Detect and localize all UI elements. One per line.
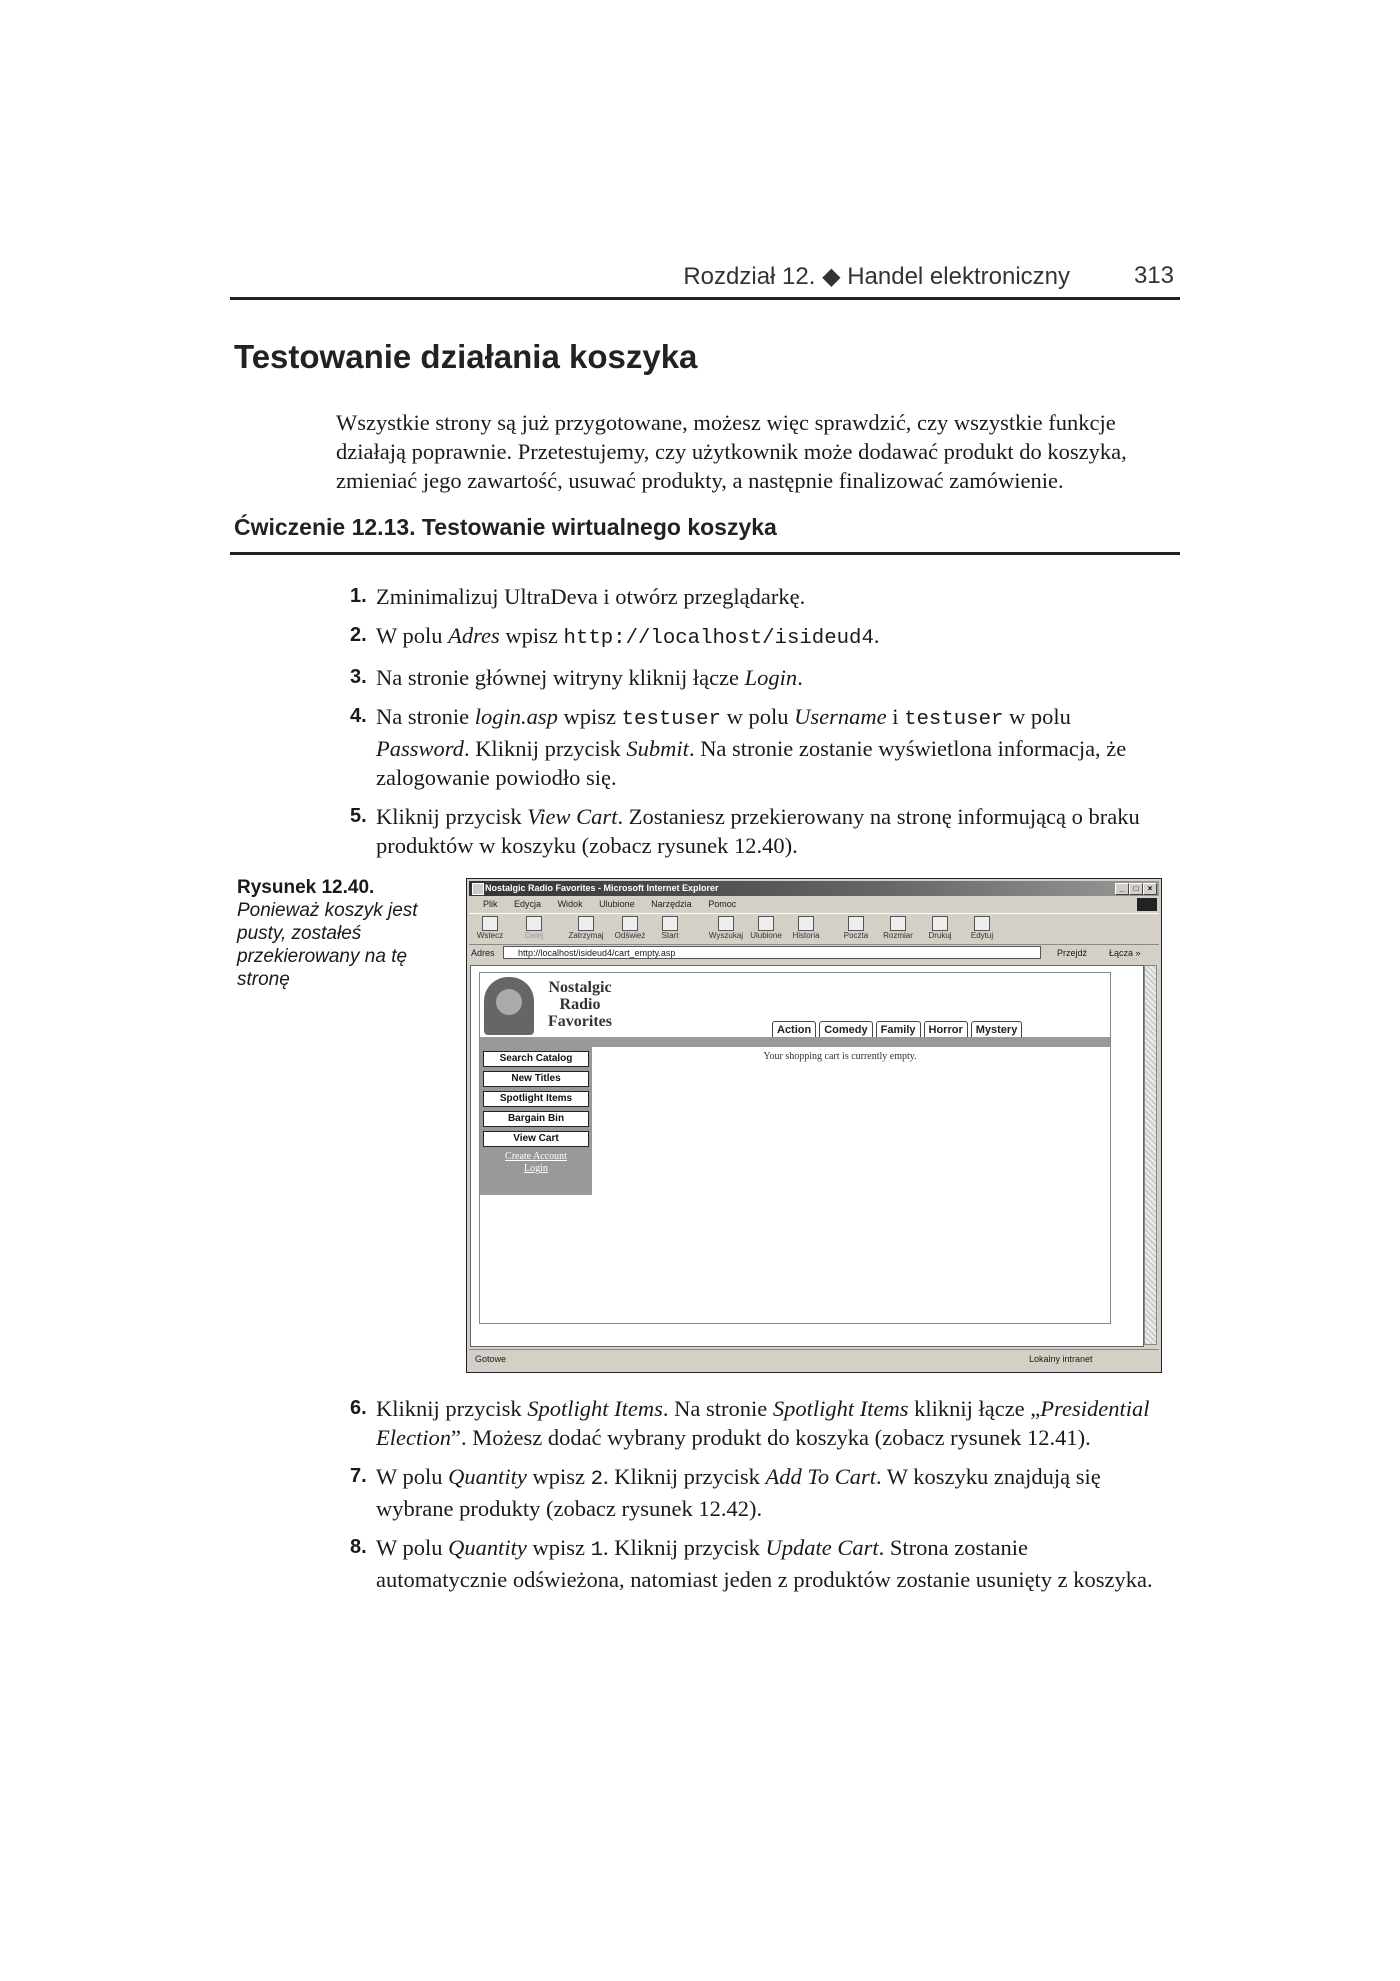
browser-titlebar — [469, 881, 1159, 896]
menu-edit[interactable]: Edycja — [514, 899, 542, 909]
edit-button[interactable]: Edytuj — [961, 916, 1003, 942]
history-icon — [798, 916, 814, 931]
tab-family[interactable]: Family — [876, 1021, 921, 1038]
address-input[interactable]: http://localhost/isideud4/cart_empty.asp — [503, 946, 1041, 959]
go-button[interactable]: Przejdź — [1057, 948, 1088, 958]
steps-list-continued — [350, 1394, 1160, 1604]
step-item: 3. Na stronie głównej witryny kliknij łącze Login. — [350, 665, 803, 690]
windows-logo-icon — [1137, 898, 1157, 911]
mail-icon — [848, 916, 864, 931]
running-header-title: Rozdział 12. ◆ Handel elektroniczny — [683, 263, 1070, 290]
size-icon — [890, 916, 906, 931]
exercise-title: Ćwiczenie 12.13. Testowanie wirtualnego koszyka — [234, 514, 777, 540]
close-icon[interactable]: × — [1143, 883, 1157, 895]
address-bar — [469, 945, 1159, 963]
exercise-rule — [230, 552, 1180, 555]
edit-icon — [974, 916, 990, 931]
menu-view[interactable]: Widok — [557, 899, 583, 909]
section-title: Testowanie działania koszyka — [234, 338, 698, 375]
step-item: 1. Zminimalizuj UltraDeva i otwórz przeglądarkę. — [350, 584, 806, 609]
site-header-band — [480, 1037, 1110, 1047]
view-cart-button[interactable]: View Cart — [483, 1131, 589, 1147]
home-icon — [662, 916, 678, 931]
size-button[interactable]: Rozmiar — [877, 916, 919, 942]
empty-cart-message: Your shopping cart is currently empty. — [763, 1051, 917, 1062]
tab-mystery[interactable]: Mystery — [971, 1021, 1023, 1038]
running-header — [230, 262, 1180, 298]
site-sidebar — [480, 1047, 592, 1195]
refresh-button[interactable]: Odśwież — [609, 916, 651, 942]
page-number: 313 — [1133, 262, 1174, 289]
steps-list — [350, 582, 1160, 870]
favorites-icon — [758, 916, 774, 931]
status-bar — [469, 1349, 1159, 1368]
minimize-icon[interactable]: _ — [1115, 883, 1129, 895]
refresh-icon — [622, 916, 638, 931]
menu-help[interactable]: Pomoc — [708, 899, 737, 909]
forward-icon — [526, 916, 542, 931]
back-button[interactable]: Wstecz — [469, 916, 511, 942]
bargain-bin-button[interactable]: Bargain Bin — [483, 1111, 589, 1127]
forward-button[interactable]: Dalej — [513, 916, 555, 942]
search-catalog-button[interactable]: Search Catalog — [483, 1051, 589, 1067]
radio-logo-icon — [484, 977, 534, 1035]
step-item: 6. Kliknij przycisk Spotlight Items. Na stronie Spotlight Items kliknij łącze „Presidential Election”. Możesz dodać wybrany produkt do koszyka (zobacz rysunek 12.41). — [350, 1396, 1150, 1450]
step-item: 4. Na stronie login.asp wpisz testuser w polu Username i testuser w polu Password. Kliknij przycisk Submit. Na stronie zostanie wyświetlona informacja, że zalogowanie powiodło się. — [350, 704, 1127, 790]
spotlight-items-button[interactable]: Spotlight Items — [483, 1091, 589, 1107]
intro-paragraph: Wszystkie strony są już przygotowane, możesz więc sprawdzić, czy wszystkie funkcje działają poprawnie. Przetestujemy, czy użytkownik może dodawać produkt do koszyka, zmieniać jego zawartość, usuwać produkty, a następnie finalizować zamówienie. — [336, 410, 1127, 493]
home-button[interactable]: Start — [649, 916, 691, 942]
status-text: Gotowe — [475, 1354, 507, 1364]
vertical-scrollbar[interactable] — [1144, 965, 1157, 1345]
tab-action[interactable]: Action — [772, 1021, 816, 1038]
history-button[interactable]: Historia — [785, 916, 827, 942]
figure-caption — [237, 876, 427, 991]
print-button[interactable]: Drukuj — [919, 916, 961, 942]
browser-toolbar — [469, 913, 1159, 945]
menu-favorites[interactable]: Ulubione — [599, 899, 635, 909]
browser-title: Nostalgic Radio Favorites - Microsoft Internet Explorer — [485, 883, 719, 893]
site-frame — [479, 972, 1111, 1324]
site-logo: Nostalgic Radio Favorites — [548, 979, 612, 1030]
step-item: 2. W polu Adres wpisz http://localhost/isideud4. — [350, 623, 880, 650]
stop-icon — [578, 916, 594, 931]
menu-file[interactable]: Plik — [483, 899, 498, 909]
back-icon — [482, 916, 498, 931]
login-link[interactable]: Login — [524, 1163, 548, 1174]
zone-text: Lokalny intranet — [1029, 1354, 1093, 1364]
browser-window — [466, 878, 1162, 1373]
new-titles-button[interactable]: New Titles — [483, 1071, 589, 1087]
browser-menubar — [469, 897, 1159, 912]
figure-caption-text: Ponieważ koszyk jest pusty, zostałeś przekierowany na tę stronę — [237, 900, 418, 990]
stop-button[interactable]: Zatrzymaj — [565, 916, 607, 942]
menu-tools[interactable]: Narzędzia — [651, 899, 692, 909]
figure-label: Rysunek 12.40. — [237, 877, 375, 898]
create-account-link[interactable]: Create Account — [505, 1151, 567, 1162]
mail-button[interactable]: Poczta — [835, 916, 877, 942]
search-icon — [718, 916, 734, 931]
search-button[interactable]: Wyszukaj — [705, 916, 747, 942]
favorites-button[interactable]: Ulubione — [745, 916, 787, 942]
step-item: 7. W polu Quantity wpisz 2. Kliknij przycisk Add To Cart. W koszyku znajdują się wybrane produkty (zobacz rysunek 12.42). — [350, 1464, 1101, 1521]
address-label: Adres — [471, 948, 495, 958]
tab-comedy[interactable]: Comedy — [819, 1021, 872, 1038]
ie-icon — [472, 883, 484, 895]
header-rule — [230, 297, 1180, 300]
page-viewport — [470, 965, 1144, 1347]
step-item: 8. W polu Quantity wpisz 1. Kliknij przycisk Update Cart. Strona zostanie automatycznie odświeżona, natomiast jeden z produktów zostanie usunięty z koszyka. — [350, 1535, 1153, 1592]
tab-horror[interactable]: Horror — [924, 1021, 968, 1038]
links-button[interactable]: Łącza » — [1109, 948, 1141, 958]
maximize-icon[interactable]: □ — [1129, 883, 1143, 895]
step-item: 5. Kliknij przycisk View Cart. Zostaniesz przekierowany na stronę informującą o braku produktów w koszyku (zobacz rysunek 12.40). — [350, 804, 1140, 858]
print-icon — [932, 916, 948, 931]
